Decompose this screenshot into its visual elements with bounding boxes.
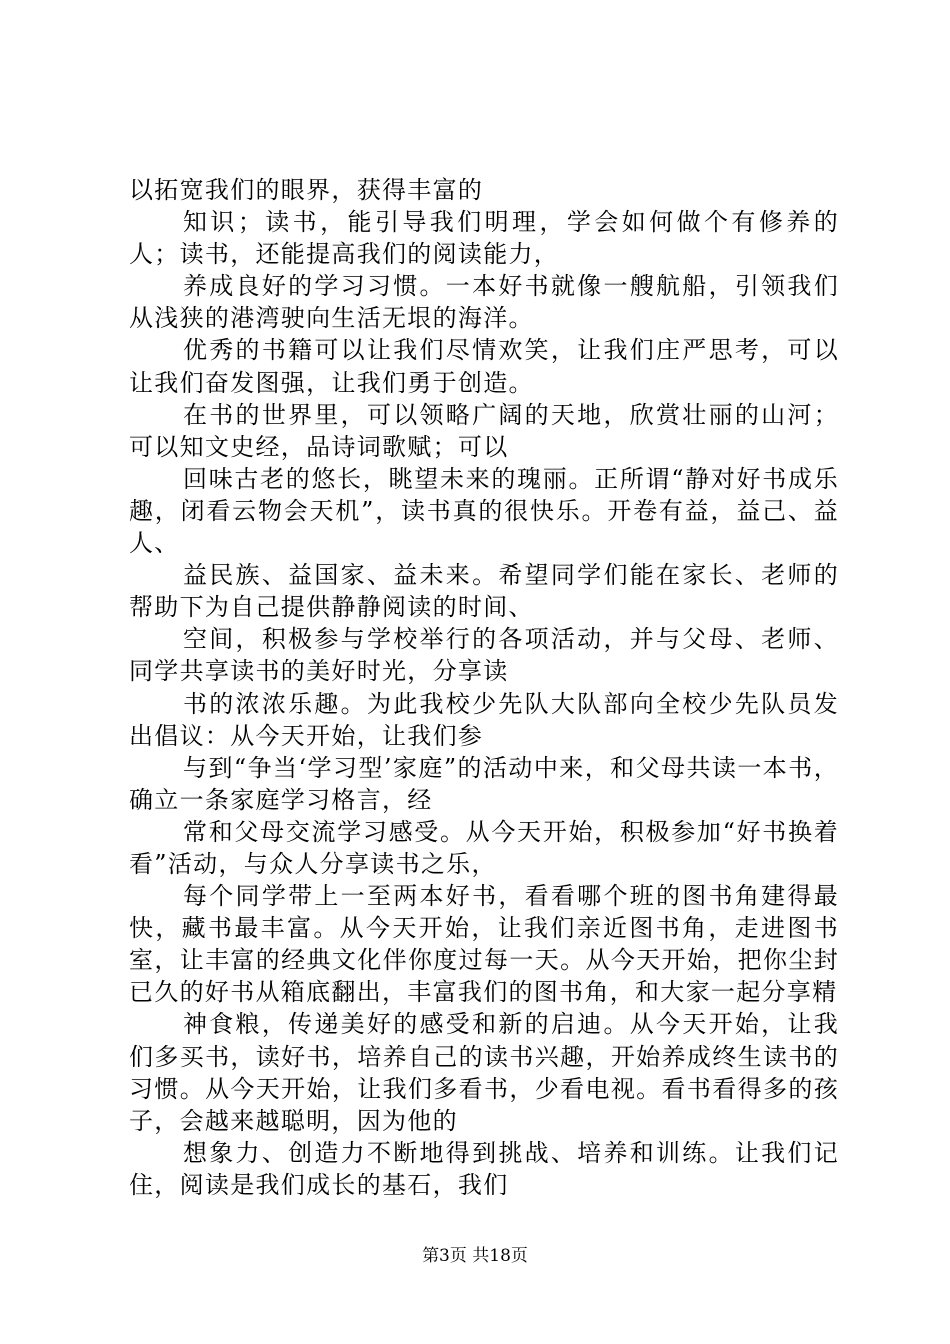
paragraph-6: 回味古老的悠长，眺望未来的瑰丽。正所谓“静对好书成乐趣，闭看云物会天机”，读书真的很快乐。开卷有益，益己、益人、 xyxy=(129,464,839,558)
paragraph-4: 优秀的书籍可以让我们尽情欢笑，让我们庄严思考，可以让我们奋发图强，让我们勇于创造。 xyxy=(129,336,839,397)
paragraph-11: 常和父母交流学习感受。从今天开始，积极参加“好书换着看”活动，与众人分享读书之乐， xyxy=(129,817,839,878)
paragraph-10: 与到“争当‘学习型’家庭”的活动中来，和父母共读一本书，确立一条家庭学习格言，经 xyxy=(129,753,839,814)
paragraph-2: 知识；读书，能引导我们明理，学会如何做个有修养的人；读书，还能提高我们的阅读能力， xyxy=(129,208,839,269)
paragraph-7: 益民族、益国家、益未来。希望同学们能在家长、老师的帮助下为自己提供静静阅读的时间、 xyxy=(129,561,839,622)
paragraph-5: 在书的世界里，可以领略广阔的天地，欣赏壮丽的山河；可以知文史经，品诗词歌赋；可以 xyxy=(129,400,839,461)
paragraph-9: 书的浓浓乐趣。为此我校少先队大队部向全校少先队员发出倡议：从今天开始，让我们参 xyxy=(129,689,839,750)
paragraph-14: 想象力、创造力不断地得到挑战、培养和训练。让我们记住，阅读是我们成长的基石，我们 xyxy=(129,1138,839,1199)
paragraph-3: 养成良好的学习习惯。一本好书就像一艘航船，引领我们从浅狭的港湾驶向生活无垠的海洋。 xyxy=(129,272,839,333)
paragraph-13: 神食粮，传递美好的感受和新的启迪。从今天开始，让我们多买书，读好书，培养自己的读书兴趣，开始养成终生读书的习惯。从今天开始，让我们多看书，少看电视。看书看得多的孩子，会越来越聪明，因为他的 xyxy=(129,1010,839,1135)
paragraph-8: 空间，积极参与学校举行的各项活动，并与父母、老师、同学共享读书的美好时光，分享读 xyxy=(129,625,839,686)
paragraph-12: 每个同学带上一至两本好书，看看哪个班的图书角建得最快，藏书最丰富。从今天开始，让我们亲近图书角，走进图书室，让丰富的经典文化伴你度过每一天。从今天开始，把你尘封已久的好书从箱底翻出，丰富我们的图书角，和大家一起分享精 xyxy=(129,882,839,1007)
document-body xyxy=(129,174,839,1201)
paragraph-1: 以拓宽我们的眼界，获得丰富的 xyxy=(129,176,484,204)
page-footer: 第3页 共18页 xyxy=(422,1246,528,1266)
